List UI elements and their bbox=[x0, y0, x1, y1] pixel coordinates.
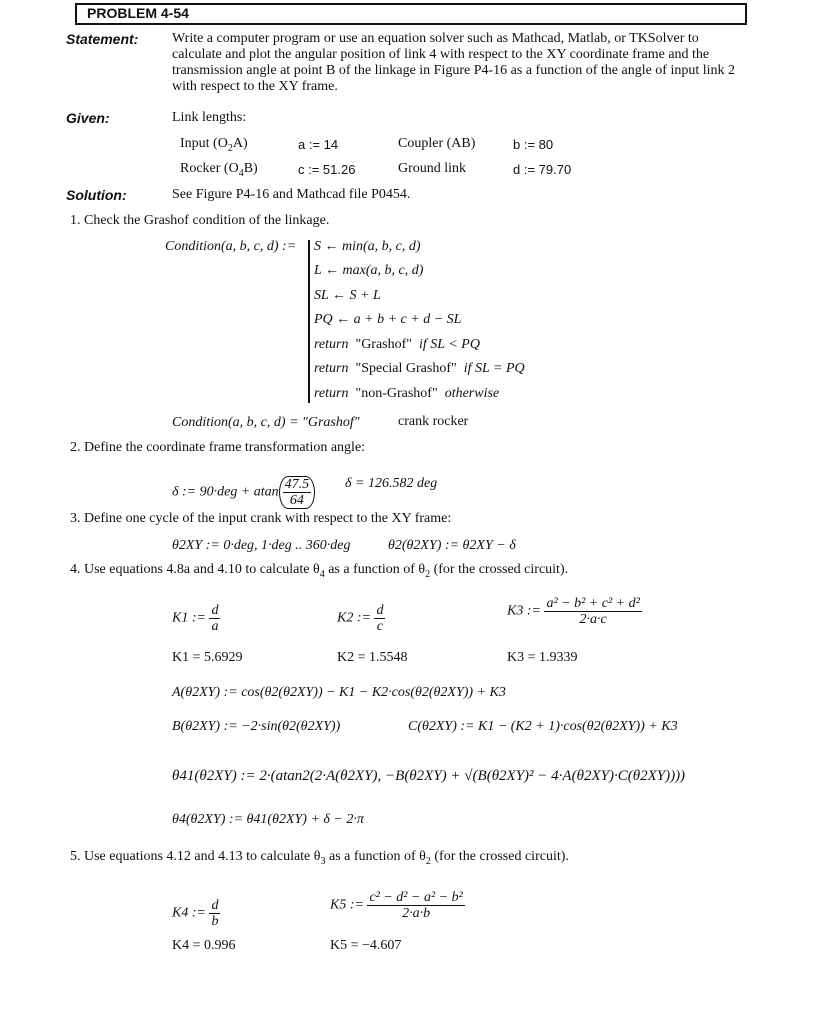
input-link-label: Input $(O_2A)$ bbox=[180, 136, 248, 154]
program-return-3: return "non-Grashof" otherwise bbox=[314, 386, 500, 401]
program-return-1: return "Grashof" if SL < PQ bbox=[314, 337, 480, 352]
statement-text: Write a computer program or use an equation solver such as Mathcad, Matlab, or TKSolver to calculate and plot the angular position of link 4 with respect to the XY coordinate frame and the transmission angle at point B of the linkage in Figure P4-16 as a function of the angle of input link 2 with respect to the XY frame. bbox=[172, 31, 736, 94]
delta-result: δ = 126.582 deg bbox=[345, 476, 438, 491]
condition-note: crank rocker bbox=[398, 414, 469, 429]
k4-value: K4 = 0.996 bbox=[172, 938, 236, 953]
step-3: 3. Define one cycle of the input crank with respect to the XY frame: bbox=[70, 511, 452, 526]
rocker-label: Rocker $(O_4B)$ bbox=[180, 161, 258, 179]
coupler-value: b := 80 bbox=[513, 137, 554, 152]
program-line-2: L ← max(a, b, c, d) bbox=[314, 263, 424, 278]
equation-a: A(θ2XY) := cos(θ2(θ2XY)) − K1 − K2·cos(θ2(θ2XY)) + K3 bbox=[172, 685, 506, 700]
k1-value: K1 = 5.6929 bbox=[172, 650, 243, 665]
condition-result: Condition(a, b, c, d) = "Grashof" bbox=[172, 415, 360, 430]
program-line-4: PQ ← a + b + c + d − SL bbox=[314, 312, 462, 327]
k3-definition: K3 := $\frac{\text{a² − b² + c² + d²}}{2\cdot a\cdot c}$ bbox=[507, 596, 640, 627]
problem-title-box bbox=[75, 3, 747, 25]
given-label: Given: bbox=[66, 110, 110, 126]
equation-b: B(θ2XY) := −2·sin(θ2(θ2XY)) bbox=[172, 719, 341, 734]
link-lengths-heading: Link lengths: bbox=[172, 110, 247, 125]
input-link-value: a := 14 bbox=[298, 137, 339, 152]
theta-range: θ2XY := 0·deg, 1·deg .. 360·deg bbox=[172, 538, 351, 553]
equation-c: C(θ2XY) := K1 − (K2 + 1)·cos(θ2(θ2XY)) + K3 bbox=[408, 719, 678, 734]
k1-definition: K1 := $\frac{d}{a}$ bbox=[172, 603, 219, 634]
rocker-value: c := 51.26 bbox=[298, 162, 356, 177]
statement-label: Statement: bbox=[66, 31, 139, 47]
problem-title: PROBLEM 4-54 bbox=[87, 5, 189, 21]
step-2: 2. Define the coordinate frame transformation angle: bbox=[70, 440, 366, 455]
step-4: 4. Use equations 4.8a and 4.10 to calculate $\theta_4$ as a function of $\theta_2$ (for the crossed circuit). bbox=[70, 562, 569, 580]
equation-theta4: θ4(θ2XY) := θ41(θ2XY) + δ − 2·π bbox=[172, 812, 364, 827]
theta2-definition: θ2(θ2XY) := θ2XY − δ bbox=[388, 538, 516, 553]
ground-value: d := 79.70 bbox=[513, 162, 572, 177]
program-bar bbox=[308, 240, 310, 403]
k3-value: K3 = 1.9339 bbox=[507, 650, 578, 665]
delta-numerator: 47.5 bbox=[284, 477, 310, 492]
delta-definition: δ := 90·deg + atan $\frac{47.5}{64}$ bbox=[172, 476, 315, 509]
delta-denominator: 64 bbox=[289, 493, 304, 508]
coupler-label: Coupler (AB) bbox=[398, 136, 476, 151]
solution-label: Solution: bbox=[66, 187, 127, 203]
k5-definition: K5 := $\frac{\text{c² − d² − a² − b²}}{2\cdot a\cdot b}$ bbox=[330, 890, 463, 921]
step-1: 1. Check the Grashof condition of the linkage. bbox=[70, 213, 330, 228]
equation-theta41: θ41(θ2XY) := 2·(atan2(2·A(θ2XY), −B(θ2XY) + √(B(θ2XY)² − 4·A(θ2XY)·C(θ2XY)))) bbox=[172, 768, 686, 784]
k2-definition: K2 := $\frac{d}{c}$ bbox=[337, 603, 384, 634]
solution-text: See Figure P4-16 and Mathcad file P0454. bbox=[172, 187, 411, 202]
k5-value: K5 = −4.607 bbox=[330, 938, 402, 953]
program-return-2: return "Special Grashof" if SL = PQ bbox=[314, 361, 525, 376]
program-line-1: S ← min(a, b, c, d) bbox=[314, 239, 421, 254]
program-line-3: SL ← S + L bbox=[314, 288, 381, 303]
condition-definition: Condition(a, b, c, d) := bbox=[165, 239, 297, 254]
step-5: 5. Use equations 4.12 and 4.13 to calculate $\theta_3$ as a function of $\theta_2$ (for the crossed circuit). bbox=[70, 849, 569, 867]
k4-definition: K4 := $\frac{d}{b}$ bbox=[172, 898, 219, 929]
k2-value: K2 = 1.5548 bbox=[337, 650, 408, 665]
ground-label: Ground link bbox=[398, 161, 467, 176]
